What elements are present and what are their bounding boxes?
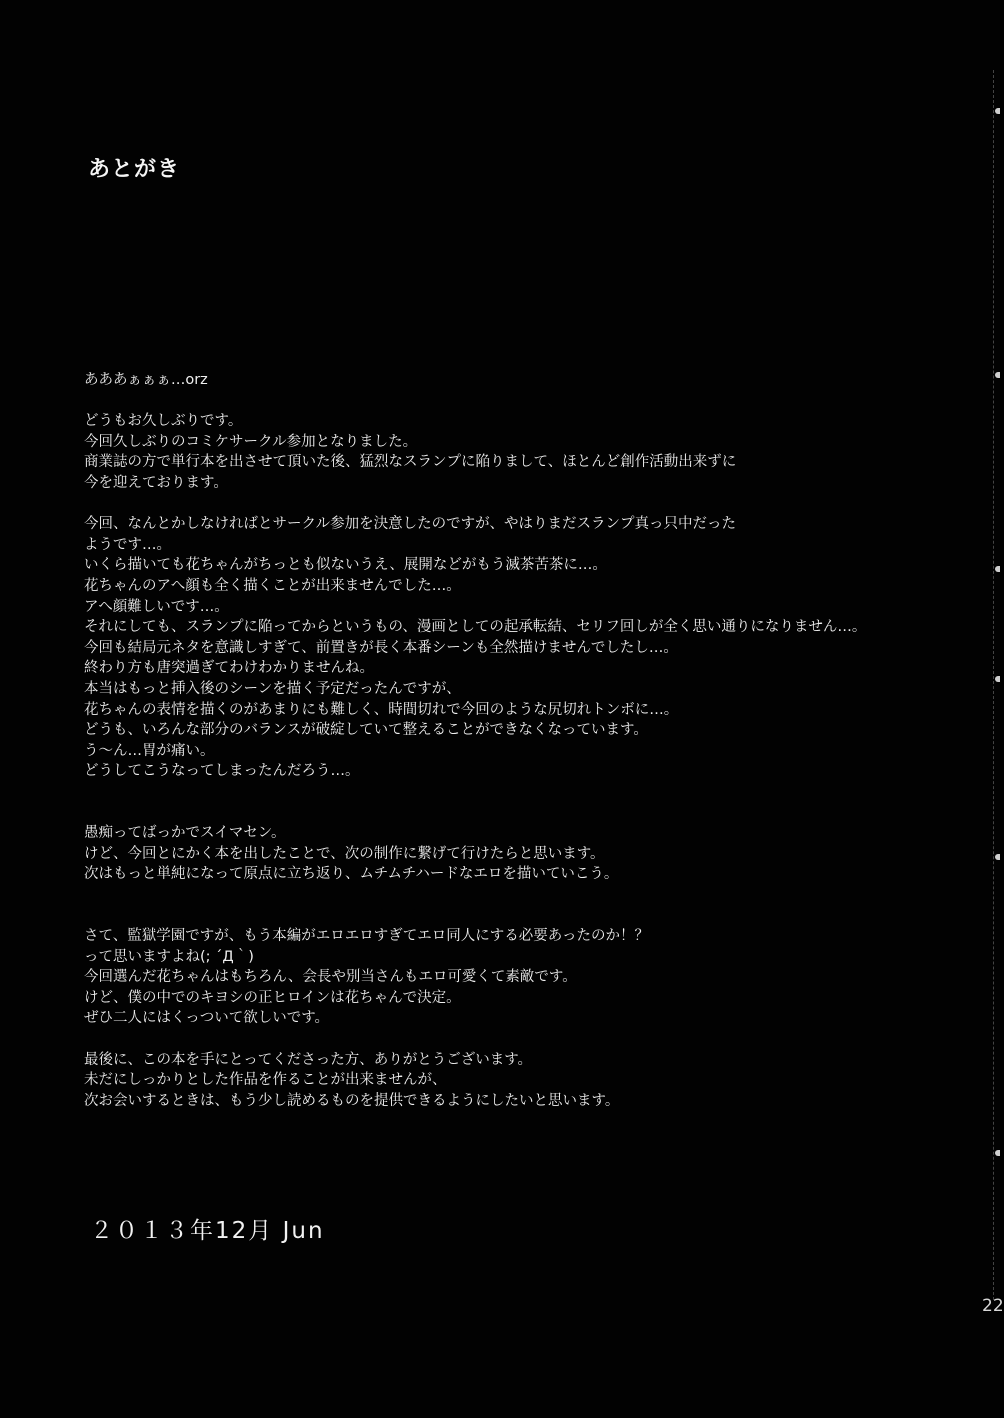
page-edge-divider [993,70,1000,1300]
date-signature: ２０１３年12月 Jun [90,1218,325,1244]
text-line: 本当はもっと挿入後のシーンを描く予定だったんですが、 [84,680,461,697]
text-line: 今回久しぶりのコミケサークル参加となりました。 [84,433,418,450]
text-line: 今回も結局元ネタを意識しすぎて、前置きが長く本番シーンも全然描けませんでしたし…。 [84,639,678,656]
text-line: どうもお久しぶりです。 [84,413,243,430]
edge-mark [995,1150,1000,1156]
text-line: 今回、なんとかしなければとサークル参加を決意したのですが、やはりまだスランプ真っ只中だった [84,516,737,533]
text-line: あああぁぁぁ…orz [84,372,208,388]
edge-mark [995,108,1000,114]
text-line: 最後に、この本を手にとってくださった方、ありがとうございます。 [84,1051,533,1068]
text-line: アへ顔難しいです…。 [84,598,229,615]
text-line: 花ちゃんの表情を描くのがあまりにも難しく、時間切れで今回のような尻切れトンボに…。 [84,701,679,718]
text-line: 商業誌の方で単行本を出させて頂いた後、猛烈なスランプに陥りまして、ほとんど創作活動出来ずに [84,454,737,471]
text-line: けど、今回とにかく本を出したことで、次の制作に繋げて行けたらと思います。 [84,845,605,862]
text-line: って思いますよね(; ´Д｀) [84,948,254,965]
edge-mark [995,566,1000,572]
text-line: 愚痴ってばっかでスイマセン。 [84,825,286,842]
text-line: どうも、いろんな部分のバランスが破綻していて整えることができなくなっています。 [84,722,648,739]
text-line: けど、僕の中でのキヨシの正ヒロインは花ちゃんで決定。 [84,989,461,1006]
edge-mark [995,676,1000,682]
edge-mark [995,372,1000,378]
text-line: 未だにしっかりとした作品を作ることが出来ませんが、 [84,1072,447,1089]
afterword-body [84,370,944,1111]
text-line: ぜひ二人にはくっついて欲しいです。 [84,1010,330,1027]
text-line: さて、監獄学園ですが、もう本編がエロエロすぎてエロ同人にする必要あったのか！？ [84,928,650,945]
page-title: あとがき [88,157,181,182]
text-line: 花ちゃんのアへ顔も全く描くことが出来ませんでした…。 [84,577,461,594]
text-line: 今回選んだ花ちゃんはもちろん、会長や別当さんもエロ可愛くて素敵です。 [84,969,577,986]
text-line: ようです…。 [84,536,171,553]
edge-mark [995,854,1000,860]
page-number: 22 [982,1296,1004,1316]
text-line: 次お会いするときは、もう少し読めるものを提供できるようにしたいと思います。 [84,1092,620,1109]
text-line: 終わり方も唐突過ぎてわけわかりませんね。 [84,660,374,677]
text-line: どうしてこうなってしまったんだろう…。 [84,763,360,780]
text-line: いくら描いても花ちゃんがちっとも似ないうえ、展開などがもう滅茶苦茶に…。 [84,557,607,574]
text-line: 今を迎えております。 [84,474,228,491]
text-line: それにしても、スランプに陥ってからというもの、漫画としての起承転結、セリフ回しが全く思い通りになりません…。 [84,619,867,636]
text-line: う～ん…胃が痛い。 [84,742,215,759]
text-line: 次はもっと単純になって原点に立ち返り、ムチムチハードなエロを描いていこう。 [84,866,619,883]
